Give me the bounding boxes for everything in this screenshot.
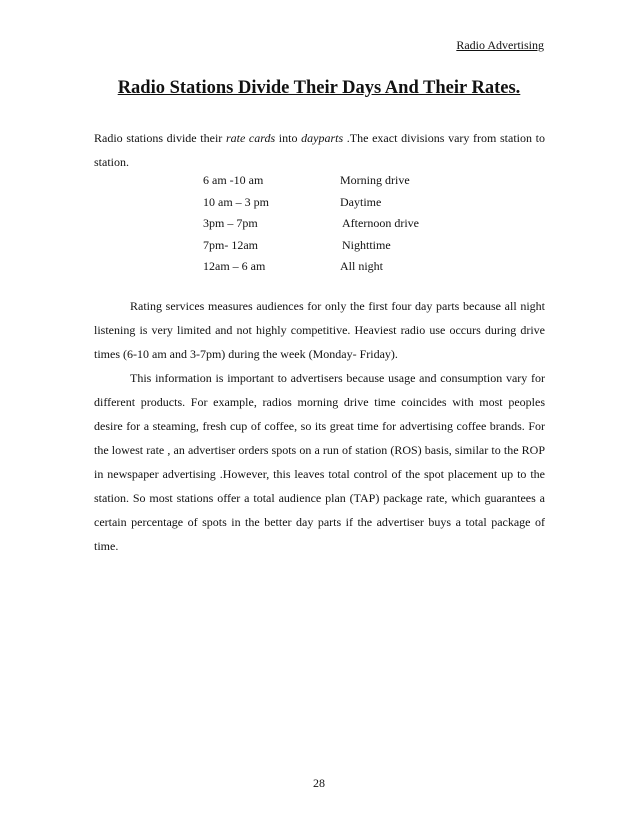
schedule-time: 3pm – 7pm bbox=[203, 216, 258, 231]
schedule-row bbox=[203, 213, 463, 235]
intro-text-part2: into bbox=[275, 131, 302, 145]
body-text bbox=[94, 294, 545, 558]
body-paragraph-ratings: Rating services measures audiences for only the first four day parts because all night listening is very limited and not highly competitive. Heaviest radio use occurs during drive times (6-10 am and 3-7pm) during the week (Monday- Friday). bbox=[94, 299, 545, 361]
schedule-daypart: Afternoon drive bbox=[342, 216, 419, 231]
daypart-schedule bbox=[203, 170, 463, 278]
page-number: 28 bbox=[313, 776, 325, 790]
schedule-time: 10 am – 3 pm bbox=[203, 194, 269, 209]
dayparts-term: dayparts bbox=[301, 131, 344, 145]
rate-cards-term: rate cards bbox=[225, 131, 276, 145]
intro-text-part3: .The exact divisions vary from station to station. bbox=[94, 131, 546, 169]
page-title: Radio Stations Divide Their Days And Their Rates. bbox=[117, 78, 521, 98]
schedule-row bbox=[203, 170, 463, 192]
schedule-daypart: Morning drive bbox=[340, 173, 410, 187]
schedule-daypart: Nighttime bbox=[342, 237, 391, 252]
schedule-daypart: All night bbox=[340, 259, 384, 274]
schedule-row bbox=[203, 235, 463, 257]
schedule-row bbox=[203, 256, 463, 278]
body-paragraph-advertisers: This information is important to advertisers because usage and consumption vary for different products. For example, radios morning drive time coincides with most peoples desire for a steaming, fresh cup of coffee, so its great time for advertising coffee brands. For the lowest rate , an advertiser orders spots on a run of station (ROS) basis, similar to the ROP in newspaper advertising .However, this leaves total control of the spot placement up to the station. So most stations offer a total audience plan (TAP) package rate, which guarantees a certain percentage of spots in the better day parts if the advertiser buys a total package of time. bbox=[94, 371, 545, 553]
schedule-time: 12am – 6 am bbox=[203, 259, 266, 274]
schedule-daypart: Daytime bbox=[340, 194, 382, 209]
schedule-time: 6 am -10 am bbox=[203, 173, 264, 187]
running-header: Radio Advertising bbox=[456, 38, 544, 52]
schedule-time: 7pm- 12am bbox=[203, 237, 258, 252]
schedule-row bbox=[203, 192, 463, 214]
intro-paragraph bbox=[94, 126, 545, 174]
intro-text-part1: Radio stations divide their bbox=[94, 131, 226, 145]
